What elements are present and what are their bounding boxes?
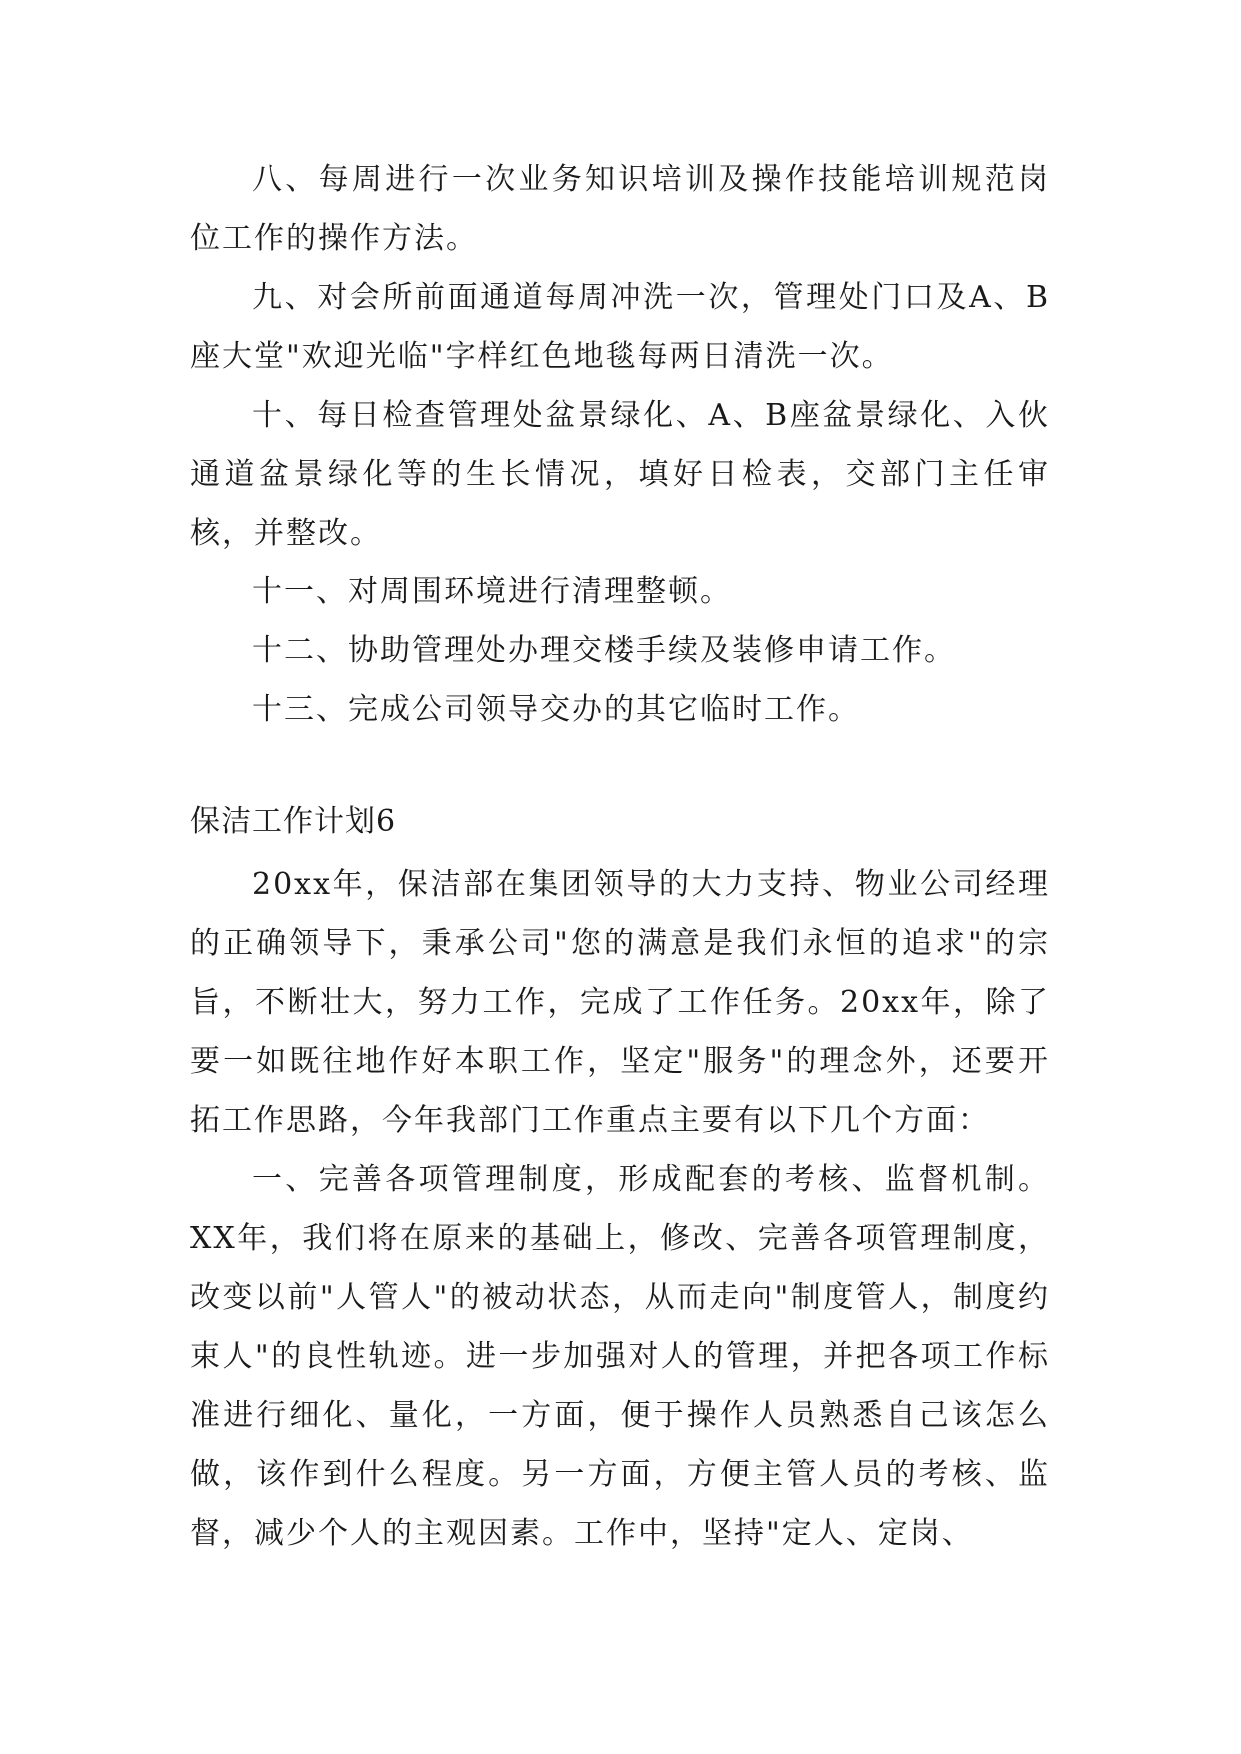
intro-paragraph: 20xx年，保洁部在集团领导的大力支持、物业公司经理的正确领导下，秉承公司"您的满意是我们永恒的追求"的宗旨，不断壮大，努力工作，完成了工作任务。20xx年，除了要一如既往地作好本职工作，坚定"服务"的理念外，还要开拓工作思路，今年我部门工作重点主要有以下几个方面： bbox=[190, 867, 1050, 1138]
point-one-paragraph: 一、完善各项管理制度，形成配套的考核、监督机制。XX年，我们将在原来的基础上，修改、完善各项管理制度，改变以前"人管人"的被动状态，从而走向"制度管人，制度约束人"的良性轨迹。进一步加强对人的管理，并把各项工作标准进行细化、量化，一方面，便于操作人员熟悉自己该怎么做，该作到什么程度。另一方面，方便主管人员的考核、监督，减少个人的主观因素。工作中，坚持"定人、定岗、 bbox=[190, 1162, 1050, 1551]
item-twelve: 十二、协助管理处办理交楼手续及装修申请工作。 bbox=[252, 633, 956, 668]
item-nine: 九、对会所前面通道每周冲洗一次，管理处门口及A、B座大堂"欢迎光临"字样红色地毯每两日清洗一次。 bbox=[190, 280, 1050, 374]
item-eight: 八、每周进行一次业务知识培训及操作技能培训规范岗位工作的操作方法。 bbox=[190, 162, 1050, 256]
section-title: 保洁工作计划6 bbox=[190, 804, 397, 839]
item-ten: 十、每日检查管理处盆景绿化、A、B座盆景绿化、入伙通道盆景绿化等的生长情况，填好日检表，交部门主任审核，并整改。 bbox=[190, 398, 1050, 551]
item-thirteen: 十三、完成公司领导交办的其它临时工作。 bbox=[252, 692, 860, 727]
item-eleven: 十一、对周围环境进行清理整顿。 bbox=[252, 574, 732, 609]
